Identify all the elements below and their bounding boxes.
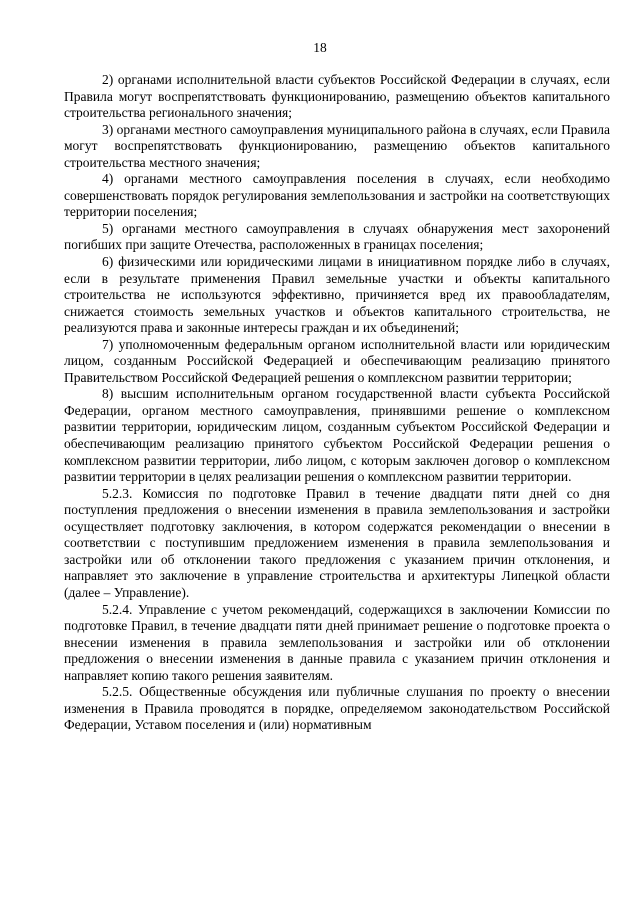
paragraph-item-2: 2) органами исполнительной власти субъектов Российской Федерации в случаях, если Правила могут воспрепятствовать функционированию, размещению объектов капитального строительства регионального значения; (64, 72, 610, 121)
paragraph-section-5-2-4: 5.2.4. Управление с учетом рекомендаций, содержащихся в заключении Комиссии по подготовке Правил, в течение двадцати пяти дней принимает решение о подготовке проекта о внесении изменения в правила землепользования и застройки или об отклонении предложения о внесении изменения в данные правила с указанием причин отклонения и направляет копию такого решения заявителям. (64, 601, 610, 683)
paragraph-section-5-2-5: 5.2.5. Общественные обсуждения или публичные слушания по проекту о внесении изменения в Правила проводятся в порядке, определяемом законодательством Российской Федерации, Уставом поселения и (или) нормативным (64, 684, 610, 733)
paragraph-item-7: 7) уполномоченным федеральным органом исполнительной власти или юридическим лицом, созданным Российской Федерацией и обеспечивающим реализацию принятого Правительством Российской Федерацией решения о комплексном развитии территории; (64, 336, 610, 385)
paragraph-item-8: 8) высшим исполнительным органом государственной власти субъекта Российской Федерации, органом местного самоуправления, принявшими решение о комплексном развитии территории, юридическим лицом, созданным субъектом Российской Федерации и обеспечивающим реализацию принятого субъектом Российской Федерации решения о комплексном развитии территории, либо лицом, с которым заключен договор о комплексном развитии территории в целях реализации решения о комплексном развитии территории. (64, 386, 610, 485)
paragraph-item-3: 3) органами местного самоуправления муниципального района в случаях, если Правила могут воспрепятствовать функционированию, размещению объектов капитального строительства местного значения; (64, 121, 610, 170)
document-body (64, 72, 610, 734)
paragraph-item-5: 5) органами местного самоуправления в случаях обнаружения мест захоронений погибших при защите Отечества, расположенных в границах поселения; (64, 220, 610, 253)
page-number: 18 (313, 40, 327, 55)
paragraph-section-5-2-3: 5.2.3. Комиссия по подготовке Правил в течение двадцати пяти дней со дня поступления предложения о внесении изменения в правила землепользования и застройки осуществляет подготовку заключения, в котором содержатся рекомендации о внесении в соответствии с поступившим предложением изменения в правила землепользования и застройки или об отклонении такого предложения с указанием причин отклонения, и направляет это заключение в управление строительства и архитектуры Липецкой области (далее – Управление). (64, 485, 610, 600)
paragraph-item-4: 4) органами местного самоуправления поселения в случаях, если необходимо совершенствовать порядок регулирования землепользования и застройки на соответствующих территории поселения; (64, 171, 610, 220)
paragraph-item-6: 6) физическими или юридическими лицами в инициативном порядке либо в случаях, если в результате применения Правил земельные участки и объекты капитального строительства не используются эффективно, причиняется вред их правообладателям, снижается стоимость земельных участков и объектов капитального строительства, не реализуются права и законные интересы граждан и их объединений; (64, 254, 610, 336)
